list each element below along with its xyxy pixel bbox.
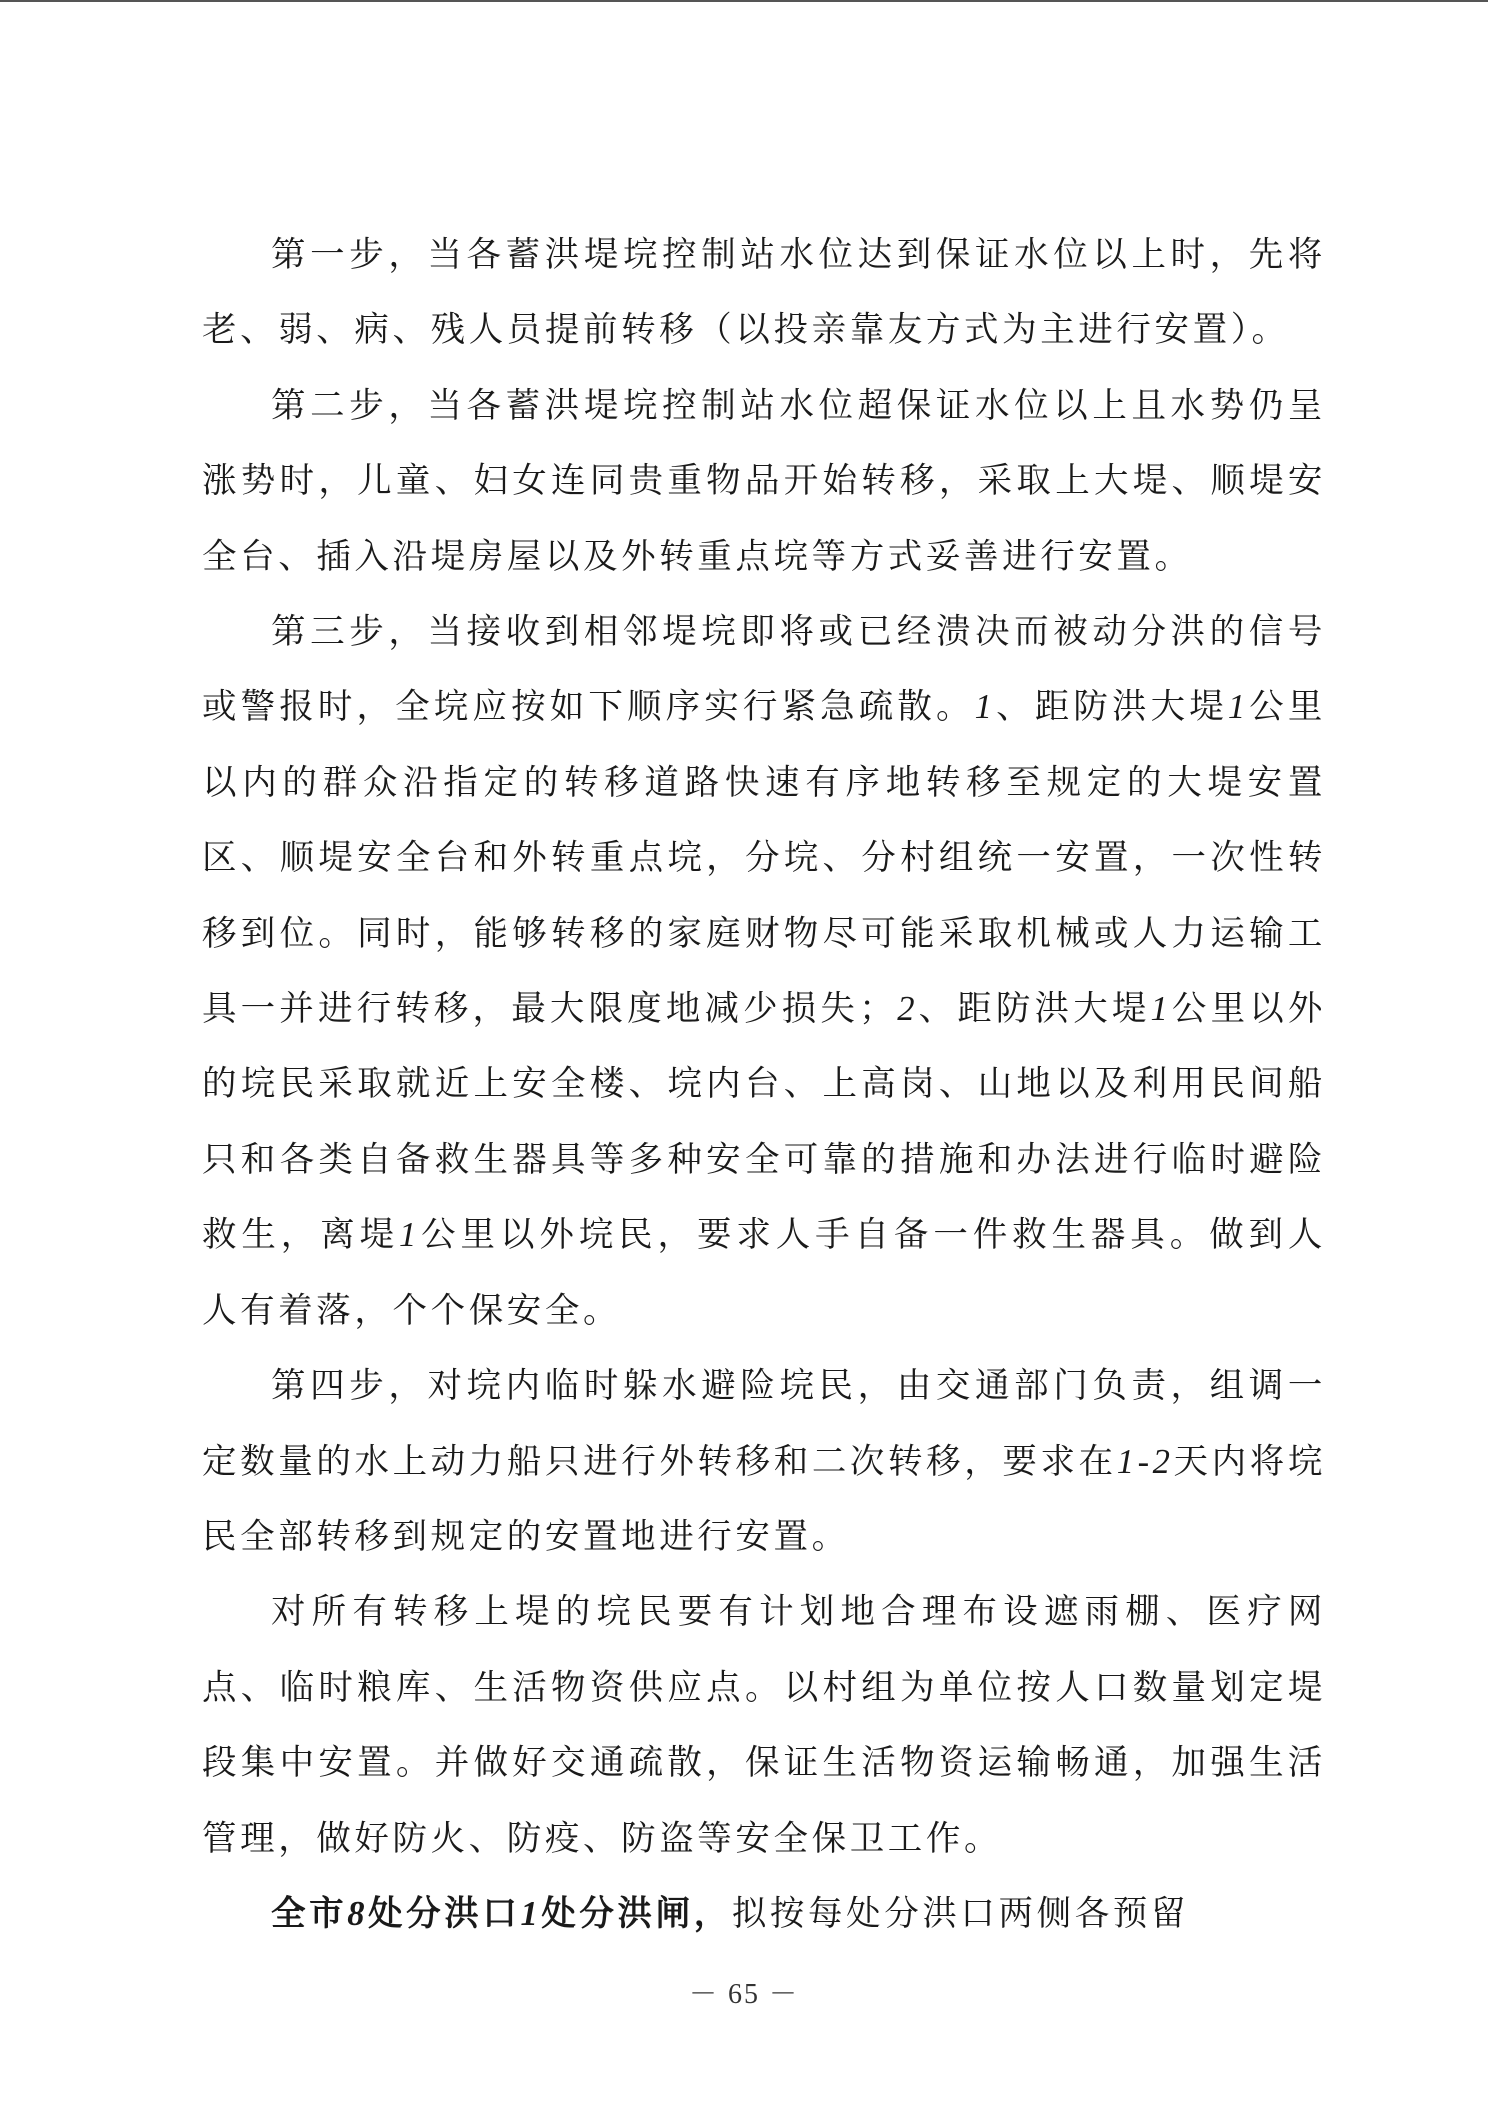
numeral: 1 — [399, 1216, 420, 1255]
text-run: 、距防洪大堤 — [995, 687, 1228, 728]
text-run: 公里以外垸民，要求人手自备一件救生器具。做到人人有着落，个个保安全。 — [202, 1215, 1326, 1331]
numeral: 8 — [347, 1894, 369, 1933]
paragraph-resettlement — [202, 1575, 1326, 1877]
numeral: 1 — [974, 688, 996, 727]
document-body — [202, 218, 1326, 1952]
paragraph-step-one — [202, 218, 1326, 369]
text-run: 第三步，当接收到相邻堤垸即将或已经溃决而被动分洪的信号或警报时，全垸应按如下顺序实行紧急疏散。 — [202, 612, 1326, 728]
paragraph-step-four — [202, 1349, 1326, 1575]
paragraph-flood-outlets — [202, 1877, 1326, 1952]
paragraph-step-two — [202, 369, 1326, 595]
text-run: 处分洪闸， — [541, 1893, 732, 1934]
text-run: 公里以内的群众沿指定的转移道路快速有序地转移至规定的大堤安置区、顺堤安全台和外转重点垸，分垸、分村组统一安置，一次性转移到位。同时，能够转移的家庭财物尽可能采取机械或人力运输工具一并进行转移，最大限度地减少损失； — [202, 687, 1327, 1030]
text-run: 全市 — [271, 1893, 348, 1934]
numeral: 1 — [520, 1894, 542, 1933]
text-run: 处分洪口 — [368, 1893, 521, 1934]
text-run: 对所有转移上堤的垸民要有计划地合理布设遮雨棚、医疗网点、临时粮库、生活物资供应点。以村组为单位按人口数量划定堤段集中安置。并做好交通疏散，保证生活物资运输畅通，加强生活管理，做好防火、防疫、防盗等安全保卫工作。 — [202, 1592, 1326, 1859]
text-run: 第四步，对垸内临时躲水避险垸民，由交通部门负责，组调一定数量的水上动力船只进行外转移和二次转移，要求在 — [202, 1366, 1326, 1482]
page-number: － 65 － — [688, 1979, 799, 2010]
numeral: 2 — [897, 990, 919, 1029]
top-border-line — [0, 0, 1488, 2]
numeral: 1-2 — [1116, 1442, 1174, 1481]
numeral: 1 — [1150, 990, 1172, 1029]
text-run: 拟按每处分洪口两侧各预留 — [731, 1893, 1190, 1934]
text-run: 公里以外的垸民采取就近上安全楼、垸内台、上高岗、山地以及利用民间船只和各类自备救生器具等多种安全可靠的措施和办法进行临时避险救生，离堤 — [202, 989, 1326, 1256]
text-run: 第二步，当各蓄洪堤垸控制站水位超保证水位以上且水势仍呈涨势时，儿童、妇女连同贵重物品开始转移，采取上大堤、顺堤安全台、插入沿堤房屋以及外转重点垸等方式妥善进行安置。 — [202, 385, 1326, 577]
text-run: 天内将垸民全部转移到规定的安置地进行安置。 — [202, 1441, 1326, 1557]
paragraph-step-three — [202, 595, 1326, 1349]
text-run: 第一步，当各蓄洪堤垸控制站水位达到保证水位以上时，先将老、弱、病、残人员提前转移（以投亲靠友方式为主进行安置）。 — [202, 235, 1326, 351]
bold-lead-text — [271, 1894, 732, 1934]
text-run: 、距防洪大堤 — [918, 989, 1151, 1030]
numeral: 1 — [1227, 688, 1249, 727]
